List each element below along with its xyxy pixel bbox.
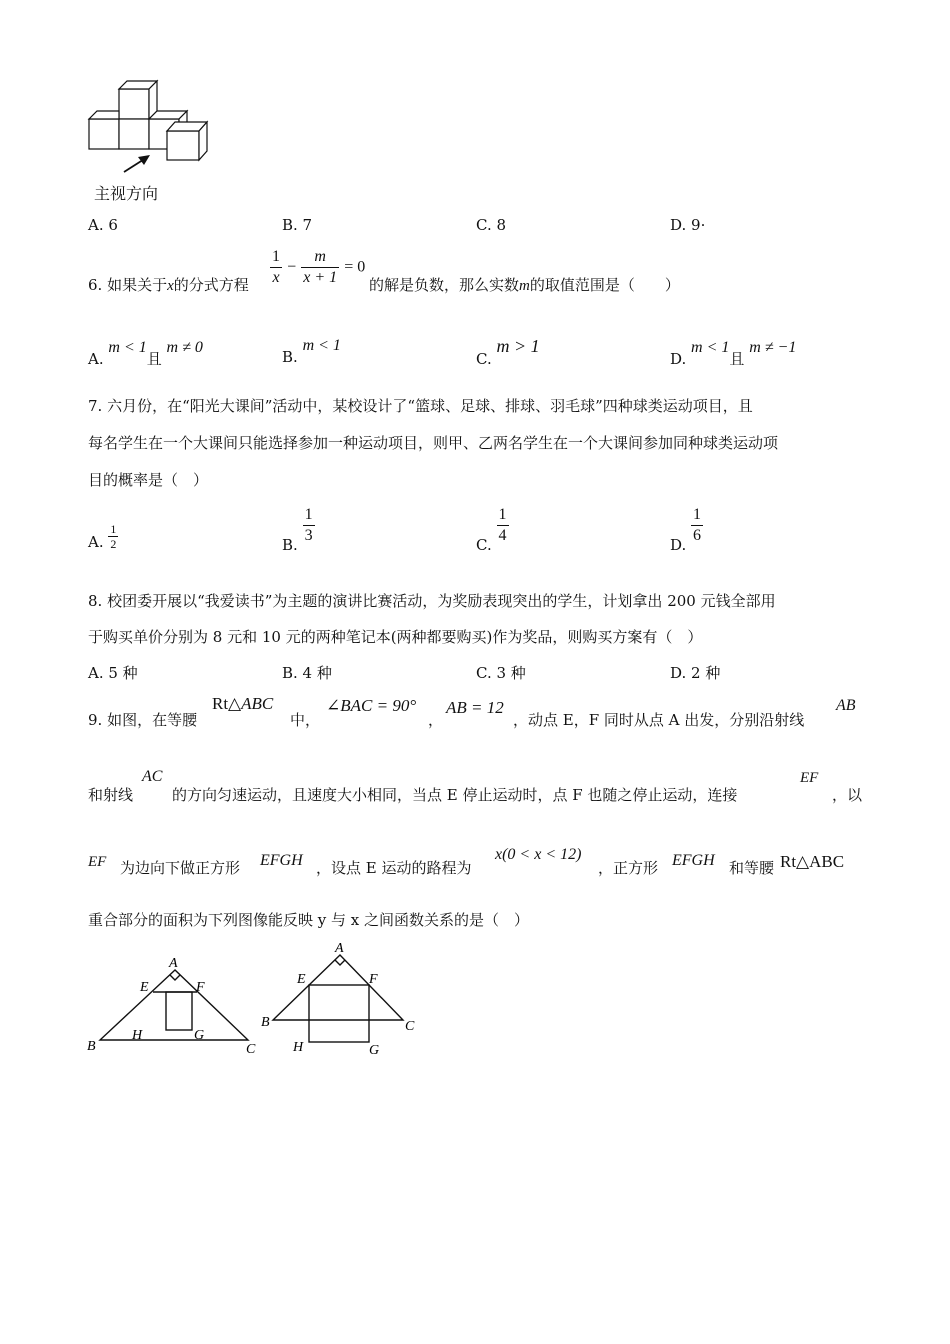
fig2-label-b: B: [261, 1015, 270, 1030]
q9-triangle-2: Rt△ABC: [780, 852, 845, 871]
fig1-label-c: C: [246, 1042, 256, 1057]
q5-option-d[interactable]: D. 9·: [670, 216, 706, 234]
fig1-label-f: F: [196, 980, 205, 995]
q9-efgh-2: EFGH: [672, 852, 715, 869]
fig1-label-h: H: [132, 1028, 143, 1043]
q9-line-2c: ，以: [832, 786, 863, 804]
q8-option-b[interactable]: B. 4 种: [282, 664, 332, 682]
q9-line-1b: 中，: [290, 711, 321, 729]
q9-figure-2: [255, 935, 430, 1060]
fig1-label-g: G: [194, 1028, 205, 1043]
fig2-label-h: H: [293, 1040, 304, 1055]
fig2-label-e: E: [297, 972, 306, 987]
fig2-label-c: C: [405, 1019, 415, 1034]
q8-option-c[interactable]: C. 3 种: [476, 664, 526, 682]
q6-equation: $\frac{1}{x}$ − $\frac{m}{x + 1}$ = 0: [272, 248, 366, 286]
q9-line-2a: 和射线: [88, 786, 134, 804]
q7-option-a[interactable]: A. $\frac{1}{2}$: [88, 522, 117, 551]
q7-line-1: 7. 六月份，在“阳光大课间”活动中，某校设计了“篮球、足球、排球、羽毛球”四种球类运动项目，且: [88, 397, 753, 415]
q9-line-1d: ，动点 E，F 同时从点 A 出发，分别沿射线: [513, 711, 805, 729]
q9-ef-1: EF: [800, 770, 819, 786]
q9-ef-2: EF: [88, 854, 107, 870]
q8-line-1: 8. 校团委开展以“我爱读书”为主题的演讲比赛活动，为奖励表现突出的学生，计划拿出 200 元钱全部用: [88, 592, 776, 610]
q9-ab-length: AB = 12: [446, 698, 504, 717]
q9-line-3b: ，设点 E 运动的路程为: [316, 859, 472, 877]
view-arrow: [124, 155, 150, 172]
q5-option-a[interactable]: A. 6: [88, 216, 118, 234]
q7-option-d[interactable]: D. $\frac{1}{6}$: [670, 506, 702, 554]
fig1-label-e: E: [140, 980, 149, 995]
q9-ray-ac: AC: [142, 768, 163, 785]
fig2-label-g: G: [369, 1043, 380, 1058]
q6-option-c[interactable]: C. m > 1: [476, 336, 540, 368]
q9-line-1c: ，: [428, 711, 444, 729]
q6-option-b[interactable]: B. m < 1: [282, 337, 341, 366]
q9-figure-1: [80, 950, 270, 1060]
q9-line-4: 重合部分的面积为下列图像能反映 y 与 x 之间函数关系的是（ ）: [88, 911, 530, 929]
cube-stack-figure: [80, 78, 230, 174]
q6-option-a[interactable]: A. m < 1且 m ≠ 0: [88, 339, 203, 368]
q9-line-3a: 为边向下做正方形: [120, 859, 241, 877]
q7-line-3: 目的概率是（ ）: [88, 471, 209, 489]
q5-option-c[interactable]: C. 8: [476, 216, 507, 234]
q6-question: 6. 如果关于x的分式方程: [88, 276, 249, 294]
q9-line-3d: 和等腰: [729, 859, 775, 877]
q9-line-1a: 9. 如图，在等腰: [88, 711, 198, 729]
fig1-label-b: B: [87, 1039, 96, 1054]
q7-line-2: 每名学生在一个大课间只能选择参加一种运动项目，则甲、乙两名学生在一个大课间参加同种球类运动项: [88, 434, 779, 452]
q9-efgh-1: EFGH: [260, 852, 303, 869]
q5-option-b[interactable]: B. 7: [282, 216, 313, 234]
fig2-label-f: F: [369, 972, 378, 987]
q8-option-d[interactable]: D. 2 种: [670, 664, 721, 682]
fig2-label-a: A: [335, 941, 344, 956]
q9-angle: ∠BAC = 90°: [326, 696, 417, 715]
q9-line-3c: ，正方形: [598, 859, 659, 877]
q9-x-range: x(0 < x < 12): [495, 846, 582, 863]
q9-triangle-1: Rt△ABC: [212, 694, 274, 713]
q8-option-a[interactable]: A. 5 种: [88, 664, 138, 682]
figure-caption: 主视方向: [94, 184, 159, 203]
q9-ray-ab: AB: [836, 697, 856, 714]
q7-option-b[interactable]: B. $\frac{1}{3}$: [282, 506, 313, 554]
fig1-label-a: A: [169, 956, 178, 971]
q6-option-d[interactable]: D. m < 1且 m ≠ −1: [670, 339, 797, 368]
q9-line-2b: 的方向匀速运动，且速度大小相同，当点 E 停止运动时，点 F 也随之停止运动，连接: [172, 786, 738, 804]
q8-line-2: 于购买单价分别为 8 元和 10 元的两种笔记本(两种都要购买)作为奖品，则购买方案有（ ）: [88, 628, 703, 646]
q7-option-c[interactable]: C. $\frac{1}{4}$: [476, 506, 507, 554]
q6-question-tail: 的解是负数，那么实数m的取值范围是（ ）: [369, 276, 680, 294]
